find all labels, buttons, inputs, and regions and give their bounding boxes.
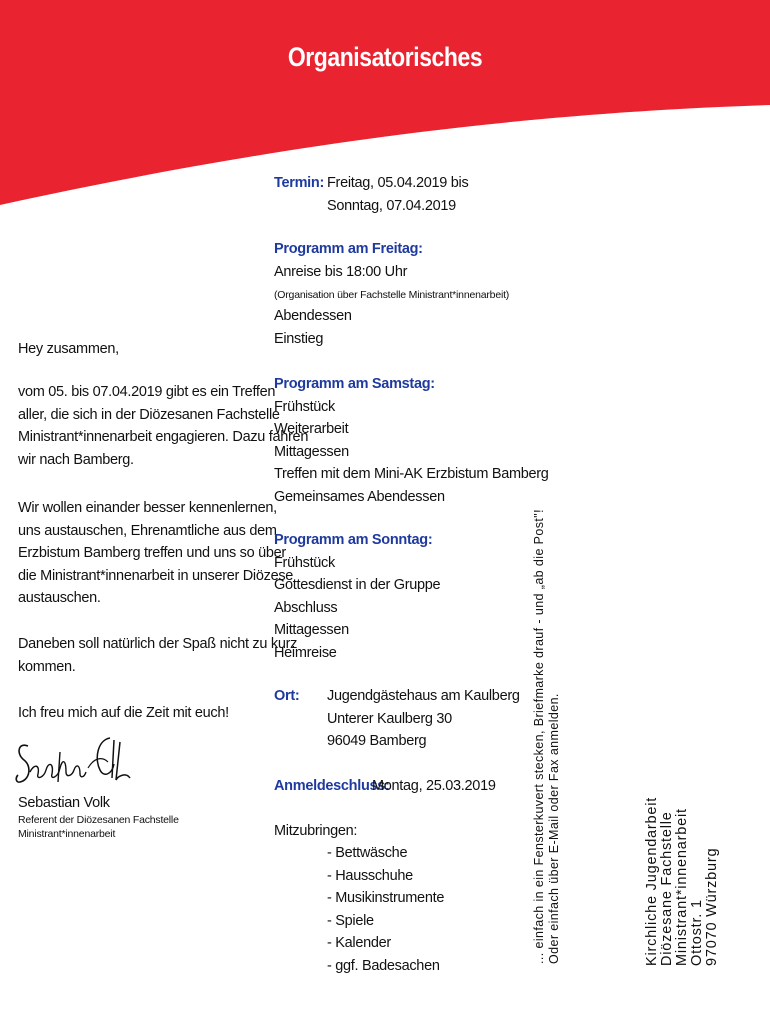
- termin-line: Freitag, 05.04.2019 bis: [327, 175, 469, 191]
- mailer-instructions: [532, 509, 562, 964]
- page-title: Organisatorisches: [287, 42, 483, 72]
- paragraph-line: wir nach Bamberg.: [18, 451, 134, 468]
- paragraph-line: die Ministrant*innenarbeit in unserer Diözese: [18, 567, 294, 584]
- program-item: Mittagessen: [274, 622, 349, 638]
- bring-item: - Hausschuhe: [327, 867, 413, 884]
- instruction-line: ... einfach in ein Fensterkuvert stecken, Briefmarke drauf - und „ab die Post"!: [532, 509, 546, 964]
- bring-item: - Spiele: [327, 912, 374, 929]
- program-item: Heimreise: [274, 644, 337, 661]
- deadline-value: Montag, 25.03.2019: [372, 778, 496, 794]
- program-item: Anreise bis 18:00 Uhr: [274, 263, 408, 280]
- paragraph-line: aller, die sich in der Diözesanen Fachstelle: [18, 406, 280, 423]
- bring-item: - ggf. Badesachen: [327, 957, 440, 974]
- letter-closing: Ich freu mich auf die Zeit mit euch!: [18, 705, 229, 721]
- signature-role: Referent der Diözesanen Fachstelle: [18, 814, 179, 826]
- saturday-program: [274, 373, 549, 508]
- program-item: Einstieg: [274, 330, 324, 347]
- handwritten-signature: [14, 728, 134, 790]
- program-item: Frühstück: [274, 398, 335, 415]
- letter-paragraph-3: [18, 633, 297, 678]
- termin-label: Termin:: [274, 175, 324, 191]
- letter-paragraph-1: [18, 381, 308, 471]
- paragraph-line: kommen.: [18, 658, 76, 675]
- address-line: 97070 Würzburg: [704, 847, 720, 966]
- ort-line: Unterer Kaulberg 30: [327, 710, 452, 727]
- bring-list: [327, 842, 444, 977]
- paragraph-line: Erzbistum Bamberg treffen und uns so über: [18, 545, 286, 561]
- ort-value: [327, 685, 520, 753]
- sunday-heading: Programm am Sonntag:: [274, 532, 433, 548]
- return-address: [645, 797, 720, 966]
- termin-line: Sonntag, 07.04.2019: [327, 197, 456, 214]
- program-item: Weiterarbeit: [274, 421, 349, 437]
- program-note: (Organisation über Fachstelle Ministrant*innenarbeit): [274, 289, 510, 301]
- program-item: Treffen mit dem Mini-AK Erzbistum Bamberg: [274, 466, 549, 482]
- address-line: Ministrant*innenarbeit: [674, 808, 690, 966]
- friday-program: [274, 238, 509, 350]
- bring-item: - Musikinstrumente: [327, 890, 445, 906]
- program-item: Abendessen: [274, 308, 352, 324]
- friday-heading: Programm am Freitag:: [274, 241, 423, 257]
- bring-item: - Bettwäsche: [327, 845, 408, 861]
- address-line: Kirchliche Jugendarbeit: [644, 796, 660, 966]
- letter-greeting: Hey zusammen,: [18, 341, 119, 357]
- saturday-heading: Programm am Samstag:: [274, 376, 435, 392]
- bring-label: Mitzubringen:: [274, 823, 358, 839]
- address-line: Ottostr. 1: [689, 899, 705, 966]
- program-item: Gottesdienst in der Gruppe: [274, 577, 441, 593]
- paragraph-line: Daneben soll natürlich der Spaß nicht zu kurz: [18, 636, 298, 652]
- ort-line: 96049 Bamberg: [327, 733, 427, 749]
- paragraph-line: austauschen.: [18, 590, 101, 606]
- ort-label: Ort:: [274, 688, 300, 704]
- letter-paragraph-2: [18, 497, 293, 610]
- program-item: Frühstück: [274, 554, 335, 571]
- paragraph-line: Ministrant*innenarbeit engagieren. Dazu fahren: [18, 429, 309, 445]
- ort-line: Jugendgästehaus am Kaulberg: [327, 688, 520, 704]
- signature-name: Sebastian Volk: [18, 795, 110, 811]
- signature-role: Ministrant*innenarbeit: [18, 828, 116, 840]
- paragraph-line: Wir wollen einander besser kennenlernen,: [18, 500, 277, 516]
- program-item: Abschluss: [274, 599, 338, 616]
- program-item: Gemeinsames Abendessen: [274, 488, 445, 505]
- paragraph-line: vom 05. bis 07.04.2019 gibt es ein Treffen: [18, 384, 276, 400]
- bring-item: - Kalender: [327, 935, 391, 951]
- termin-value: [327, 172, 468, 217]
- deadline-label: Anmeldeschluss:: [274, 778, 390, 794]
- address-line: Diözesane Fachstelle: [659, 811, 675, 966]
- instruction-line: Oder einfach über E-Mail oder Fax anmelden.: [547, 693, 561, 964]
- sunday-program: [274, 529, 440, 664]
- program-item: Mittagessen: [274, 443, 349, 460]
- paragraph-line: uns austauschen, Ehrenamtliche aus dem: [18, 522, 277, 539]
